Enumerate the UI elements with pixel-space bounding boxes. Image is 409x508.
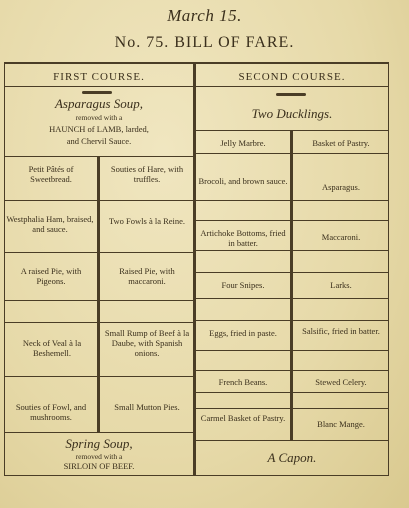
first-left-dish-2: Westphalia Ham, braised, and sauce. — [6, 214, 94, 234]
first-course-row-rule — [4, 376, 97, 377]
first-left-dish-5: Souties of Fowl, and mushrooms. — [15, 402, 87, 422]
second-course-row-rule — [293, 153, 388, 154]
first-course-row-rule — [4, 300, 97, 301]
second-left-dish-5: Eggs, fried in paste. — [209, 328, 277, 338]
first-course-row-rule — [100, 300, 193, 301]
second-course-row-rule — [196, 200, 290, 201]
second-right-dish-1: Basket of Pastry. — [312, 138, 370, 148]
first-right-dish-2: Two Fowls à la Reine. — [108, 216, 186, 226]
first-right-dish-4: Small Rump of Beef à la Daube, with Spanish onions. — [104, 328, 190, 358]
second-left-dish-4: Four Snipes. — [221, 280, 265, 290]
first-left-dish-4: Neck of Veal à la Beshemell. — [22, 338, 82, 358]
second-course-row-rule — [196, 298, 290, 299]
second-course-ornament — [276, 93, 306, 96]
first-course-row-rule — [4, 200, 97, 201]
first-course-top-dish: Asparagus Soup, — [54, 96, 144, 111]
first-right-dish-3: Raised Pie, with maccaroni. — [119, 266, 175, 286]
second-left-dish-2: Brocoli, and brown sauce. — [198, 176, 288, 186]
first-course-top-sauce: and Chervil Sauce. — [66, 136, 132, 146]
second-course-bottom-rule — [196, 440, 388, 441]
second-left-dish-6: French Beans. — [218, 377, 268, 387]
course-divider — [193, 62, 196, 476]
second-right-dish-3: Maccaroni. — [321, 232, 361, 242]
second-course-row-rule — [293, 272, 388, 273]
second-right-dish-7: Blanc Mange. — [317, 419, 365, 429]
second-course-heading: SECOND COURSE. — [238, 71, 346, 83]
second-left-dish-7: Carmel Basket of Pastry. — [200, 413, 286, 423]
second-course-row-rule — [293, 392, 388, 393]
second-course-row-rule — [293, 350, 388, 351]
second-course-row-rule — [293, 200, 388, 201]
first-course-bottom-dish: Spring Soup, — [65, 436, 133, 451]
second-course-row-rule — [293, 320, 388, 321]
first-course-row-rule — [100, 376, 193, 377]
first-course-bottom-main: SIRLOIN OF BEEF. — [63, 461, 135, 471]
second-course-row-rule — [196, 408, 290, 409]
second-course-row-rule — [196, 392, 290, 393]
first-course-top-sub: removed with a — [75, 113, 123, 122]
first-course-row-rule — [100, 322, 193, 323]
first-course-row-rule — [4, 322, 97, 323]
second-course-row-rule — [293, 370, 388, 371]
second-course-row-rule — [196, 320, 290, 321]
second-right-dish-2: Asparagus. — [321, 182, 360, 192]
first-left-dish-1: Petit Pâtés of Sweetbread. — [28, 164, 74, 184]
first-course-column-divider — [97, 156, 100, 432]
first-course-bottom-sub: removed with a — [75, 452, 123, 461]
frame-top-line — [4, 62, 389, 64]
first-course-row-rule — [100, 252, 193, 253]
second-right-dish-4: Larks. — [330, 280, 352, 290]
second-right-dish-6: Stewed Celery. — [315, 377, 367, 387]
first-course-row-rule — [4, 252, 97, 253]
first-right-dish-5: Small Mutton Pies. — [114, 402, 180, 412]
menu-date: March 15. — [167, 6, 242, 25]
first-course-ornament — [82, 91, 112, 94]
second-course-row-rule — [196, 220, 290, 221]
second-course-row-rule — [293, 220, 388, 221]
second-course-column-divider — [290, 130, 293, 440]
first-left-dish-3: A raised Pie, with Pigeons. — [20, 266, 82, 286]
second-course-top-dish: Two Ducklings. — [251, 106, 333, 121]
second-course-heading-rule — [196, 86, 388, 87]
second-course-row-rule — [293, 408, 388, 409]
second-right-dish-5: Salsific, fried in batter. — [302, 326, 380, 336]
first-course-bottom-rule — [4, 432, 193, 433]
second-course-row-rule — [293, 250, 388, 251]
second-course-bottom-dish: A Capon. — [267, 450, 317, 465]
first-course-row-rule — [100, 200, 193, 201]
second-course-row-rule — [196, 350, 290, 351]
second-course-row-rule — [196, 272, 290, 273]
second-course-row-rule — [196, 250, 290, 251]
bill-of-fare-title: No. 75. BILL OF FARE. — [114, 34, 295, 51]
first-right-dish-1: Souties of Hare, with truffles. — [110, 164, 184, 184]
frame-right-line — [388, 62, 389, 476]
first-course-top-main: HAUNCH of LAMB, larded, — [49, 124, 149, 134]
frame-bottom-line — [4, 475, 389, 476]
second-course-row-rule — [196, 153, 290, 154]
first-course-heading: FIRST COURSE. — [53, 71, 145, 83]
second-course-row-rule — [293, 298, 388, 299]
second-left-dish-3: Artichoke Bottoms, fried in batter. — [200, 228, 286, 248]
second-left-dish-1: Jelly Marbre. — [220, 138, 266, 148]
second-course-row-rule — [196, 370, 290, 371]
first-course-heading-rule — [4, 86, 193, 87]
